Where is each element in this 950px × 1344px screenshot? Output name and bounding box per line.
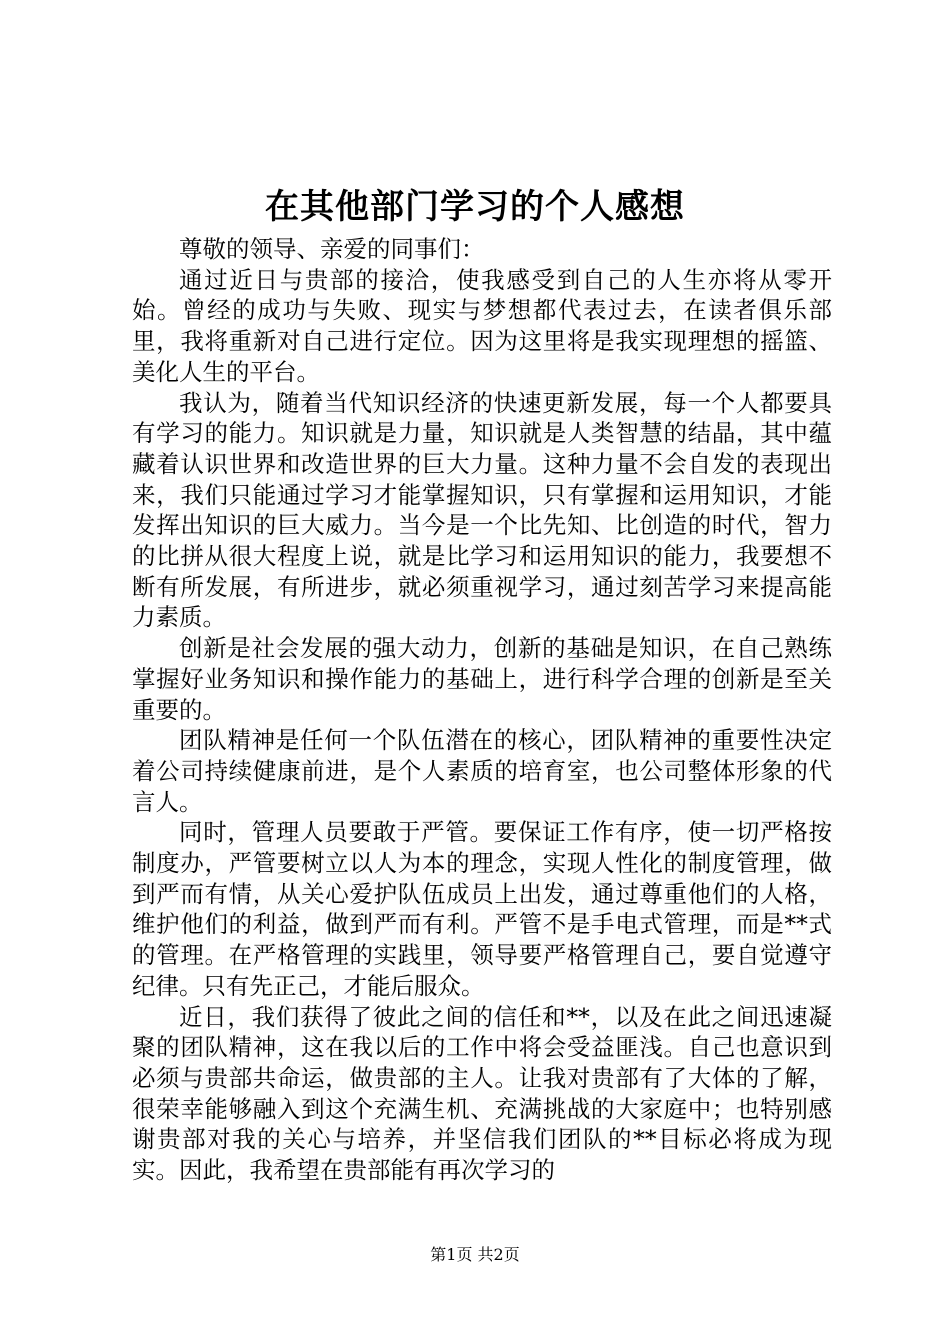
paragraph: 团队精神是任何一个队伍潜在的核心，团队精神的重要性决定着公司持续健康前进，是个人素质的培育室，也公司整体形象的代言人。 (132, 726, 832, 816)
page-footer: 第1页 共2页 (430, 1245, 520, 1264)
paragraph: 通过近日与贵部的接洽，使我感受到自己的人生亦将从零开始。曾经的成功与失败、现实与梦想都代表过去，在读者俱乐部里，我将重新对自己进行定位。因为这里将是我实现理想的摇篮、美化人生的平台。 (132, 265, 832, 386)
salutation: 尊敬的领导、亲爱的同事们： (179, 235, 485, 263)
document-title: 在其他部门学习的个人感想 (265, 187, 685, 227)
paragraph: 创新是社会发展的强大动力，创新的基础是知识，在自己熟练掌握好业务知识和操作能力的基础上，进行科学合理的创新是至关重要的。 (132, 634, 832, 724)
document-body (132, 234, 832, 1186)
paragraph: 我认为，随着当代知识经济的快速更新发展，每一个人都要具有学习的能力。知识就是力量，知识就是人类智慧的结晶，其中蕴藏着认识世界和改造世界的巨大力量。这种力量不会自发的表现出来，我们只能通过学习才能掌握知识，只有掌握和运用知识，才能发挥出知识的巨大威力。当今是一个比先知、比创造的时代，智力的比拼从很大程度上说，就是比学习和运用知识的能力，我要想不断有所发展，有所进步，就必须重视学习，通过刻苦学习来提高能力素质。 (132, 388, 832, 632)
paragraph: 近日，我们获得了彼此之间的信任和**，以及在此之间迅速凝聚的团队精神，这在我以后的工作中将会受益匪浅。自己也意识到必须与贵部共命运，做贵部的主人。让我对贵部有了大体的了解，很荣幸能够融入到这个充满生机、充满挑战的大家庭中；也特别感谢贵部对我的关心与培养，并坚信我们团队的**目标必将成为现实。因此，我希望在贵部能有再次学习的 (132, 1002, 832, 1185)
paragraph: 同时，管理人员要敢于严管。要保证工作有序，使一切严格按制度办，严管要树立以人为本的理念，实现人性化的制度管理，做到严而有情，从关心爱护队伍成员上出发，通过尊重他们的人格，维护他们的利益，做到严而有利。严管不是手电式管理，而是**式的管理。在严格管理的实践里，领导要严格管理自己，要自觉遵守纪律。只有先正己，才能后服众。 (132, 818, 832, 1000)
